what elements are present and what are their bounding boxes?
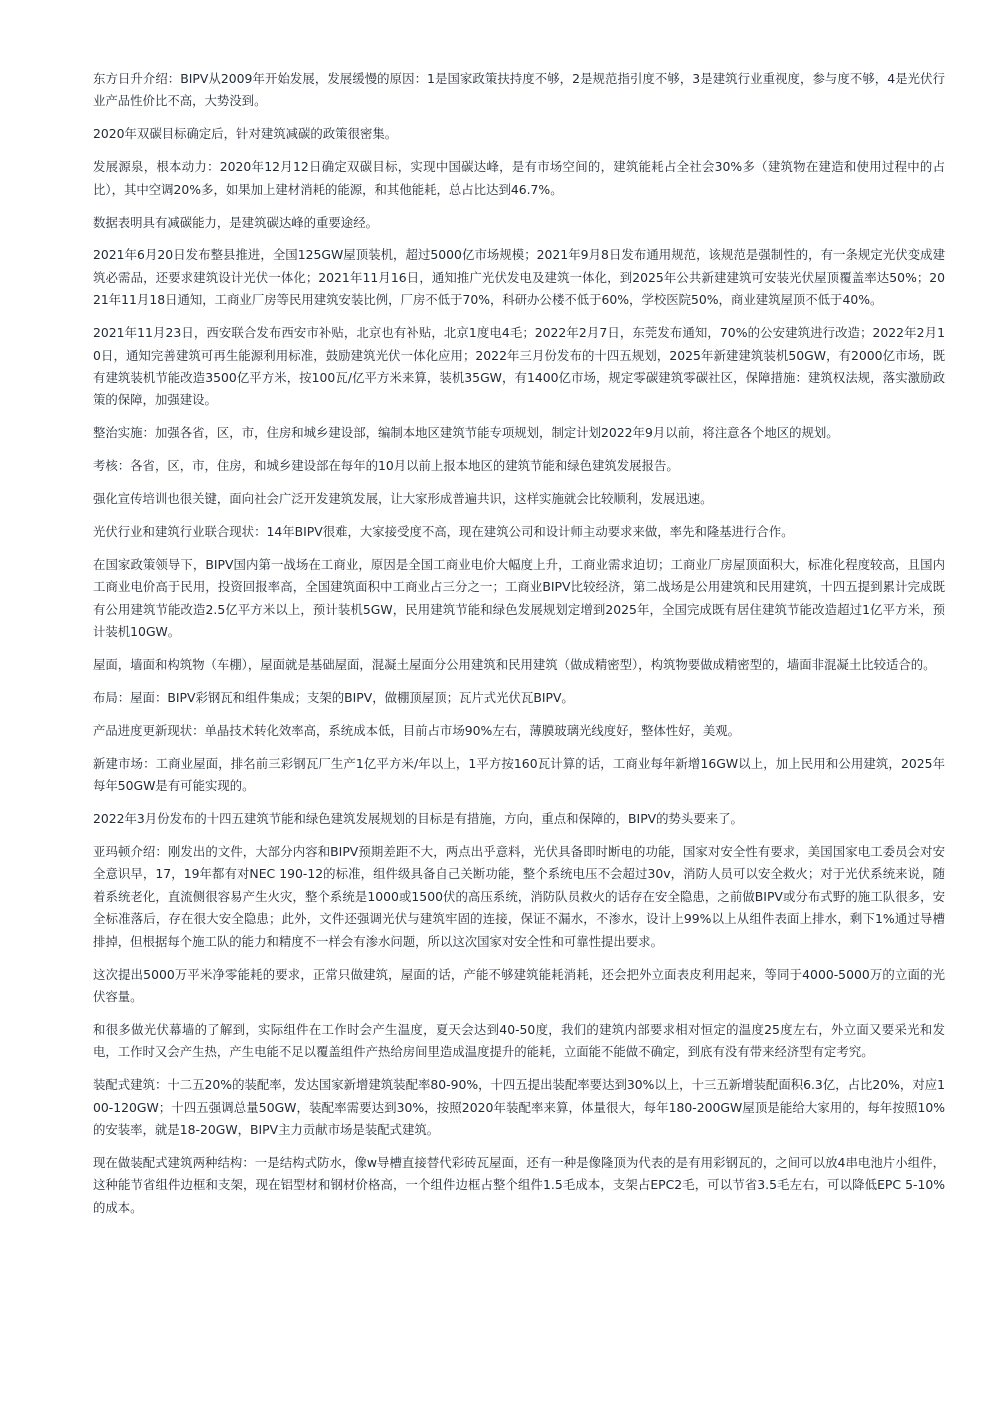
paragraph-implementation: 整治实施：加强各省，区，市，住房和城乡建设部，编制本地区建筑节能专项规划，制定计划2022年9月以前，将注意各个地区的规划。 (93, 425, 839, 441)
paragraph-layout: 布局：屋面：BIPV彩钢瓦和组件集成；支架的BIPV，做棚顶屋顶；瓦片式光伏瓦BIPV。 (93, 689, 574, 705)
paragraph-assessment: 考核：各省，区，市，住房，和城乡建设部在每年的10月以前上报本地区的建筑节能和绿色建筑发展报告。 (93, 458, 679, 474)
paragraph-product-progress: 产品进度更新现状：单晶技术转化效率高，系统成本低，目前占市场90%左右，薄膜玻璃光线度好，整体性好，美观。 (93, 722, 741, 738)
paragraph-2021-policies: 2021年6月20日发布整县推进，全国125GW屋顶装机，超过5000亿市场规模；2021年9月8日发布通用规范，该规范是强制性的，有一条规定光伏变成建筑必需品，还要求建筑设计光伏一体化；2021年11月16日，通知推广光伏发电及建筑一体化，到2025年公共新建建筑可安装光伏屋顶覆盖率达50%；2021年11月18日通知，工商业厂房等民用建筑安装比例，厂房不低于70%，科研办公楼不低于60%，学校医院50%，商业建筑屋顶不低于40%。 (93, 247, 945, 308)
paragraph-dual-carbon-policy: 2020年双碳目标确定后，针对建筑减碳的政策很密集。 (93, 126, 398, 142)
paragraph-dongfang-intro: 东方日升介绍：BIPV从2009年开始发展，发展缓慢的原因：1是国家政策扶持度不够，2是规范指引度不够，3是建筑行业重视度，参与度不够，4是光伏行业产品性价比不高，大势没到。 (93, 71, 945, 109)
paragraph-battlefields: 在国家政策领导下，BIPV国内第一战场在工商业，原因是全国工商业电价大幅度上升，工商业需求迫切；工商业厂房屋顶面积大，标准化程度较高，且国内工商业电价高于民用，投资回报率高，全国建筑面积中工商业占三分之一；工商业BIPV比较经济，第二战场是公用建筑和民用建筑，十四五提到累计完成既有公用建筑节能改造2.5亿平方米以上，预计装机5GW，民用建筑节能和绿色发展规划定增到2025年，全国完成既有居住建筑节能改造超过1亿平方米，预计装机10GW。 (93, 556, 945, 640)
paragraph-carbon-reduction: 数据表明具有减碳能力，是建筑碳达峰的重要途经。 (93, 214, 378, 230)
paragraph-industry-status: 光伏行业和建筑行业联合现状：14年BIPV很难，大家接受度不高，现在建筑公司和设计师主动要求来做，率先和隆基进行合作。 (93, 524, 794, 539)
document-body (93, 68, 945, 1230)
paragraph-prefab-structures: 现在做装配式建筑两种结构：一是结构式防水，像w导槽直接替代彩砖瓦屋面，还有一种是像隆顶为代表的是有用彩钢瓦的，之间可以放4串电池片小组件，这种能节省组件边框和支架，现在铝型材和钢材价格高，一个组件边框占整个组件1.5毛成本，支架占EPC2毛，可以节省3.5毛左右，可以降低EPC 5-10%的成本。 (93, 1154, 945, 1215)
paragraph-net-zero: 这次提出5000万平米净零能耗的要求，正常只做建筑，屋面的话，产能不够建筑能耗消耗，还会把外立面表皮利用起来，等同于4000-5000万的立面的光伏容量。 (93, 966, 945, 1004)
paragraph-publicity: 强化宣传培训也很关键，面向社会广泛开发建筑发展，让大家形成普遍共识，这样实施就会比较顺利，发展迅速。 (93, 491, 713, 507)
paragraph-almaden-intro: 亚玛顿介绍：刚发出的文件，大部分内容和BIPV预期差距不大，两点出乎意料，光伏具备即时断电的功能，国家对安全性有要求，美国国家电工委员会对安全意识早，17，19年都有对NEC 190-12的标准，组件级具备自己关断功能，整个系统电压不会超过30v，消防人员可以安全救火；对于光伏系统来说，随着系统老化，直流侧很容易产生火灾，整个系统是1000或1500伏的高压系统，消防队员救火的话存在安全隐患，之前做BIPV或分布式野的施工队很多，安全标准落后，存在很大安全隐患；此外，文件还强调光伏与建筑牢固的连接，保证不漏水，不渗水，设计上99%以上从组件表面上排水，剩下1%通过导槽排掉，但根据每个施工队的能力和精度不一样会有渗水问题，所以这次国家对安全性和可靠性提出要求。 (93, 843, 945, 949)
paragraph-driving-force: 发展源泉，根本动力：2020年12月12日确定双碳目标，实现中国碳达峰，是有市场空间的，建筑能耗占全社会30%多（建筑物在建造和使用过程中的占比），其中空调20%多，如果加上建材消耗的能源，和其他能耗，总占比达到46.7%。 (93, 159, 945, 197)
paragraph-prefab-building: 装配式建筑：十二五20%的装配率，发达国家新增建筑装配率80-90%，十四五提出装配率要达到30%以上，十三五新增装配面积6.3亿，占比20%，对应100-120GW；十四五强调总量50GW，装配率需要达到30%，按照2020年装配率来算，体量很大，每年180-200GW屋顶是能给大家用的，每年按照10%的安装率，就是18-20GW，BIPV主力贡献市场是装配式建筑。 (93, 1077, 945, 1137)
paragraph-curtain-wall: 和很多做光伏幕墙的了解到，实际组件在工作时会产生温度，夏天会达到40-50度，我们的建筑内部要求相对恒定的温度25度左右，外立面又要采光和发电，工作时又会产生热，产生电能不足以覆盖组件产热给房间里造成温度提升的能耗，立面能不能做不确定，到底有没有带来经济型有定考究。 (93, 1021, 945, 1060)
paragraph-roof-wall-structures: 屋面，墙面和构筑物（车棚），屋面就是基础屋面，混凝土屋面分公用建筑和民用建筑（做成精密型），构筑物要做成精密型的，墙面非混凝土比较适合的。 (93, 657, 936, 673)
paragraph-subsidies-14th-plan: 2021年11月23日，西安联合发布西安市补贴，北京也有补贴，北京1度电4毛；2022年2月7日，东莞发布通知，70%的公安建筑进行改造；2022年2月10日，通知完善建筑可再生能源利用标准，鼓励建筑光伏一体化应用；2022年三月份发布的十四五规划，2025年新建建筑装机50GW，有2000亿市场，既有建筑装机节能改造3500亿平方米，按100瓦/亿平方米来算，装机35GW，有1400亿市场，规定零碳建筑零碳社区，保障措施：建筑权法规，落实激励政策的保障，加强建设。 (93, 325, 945, 408)
paragraph-new-market: 新建市场：工商业屋面，排名前三彩钢瓦厂生产1亿平方米/年以上，1平方按160瓦计算的话，工商业每年新增16GW以上，加上民用和公用建筑，2025年每年50GW是有可能实现的。 (93, 755, 945, 794)
paragraph-march-plan: 2022年3月份发布的十四五建筑节能和绿色建筑发展规划的目标是有措施，方向，重点和保障的，BIPV的势头要来了。 (93, 811, 743, 827)
